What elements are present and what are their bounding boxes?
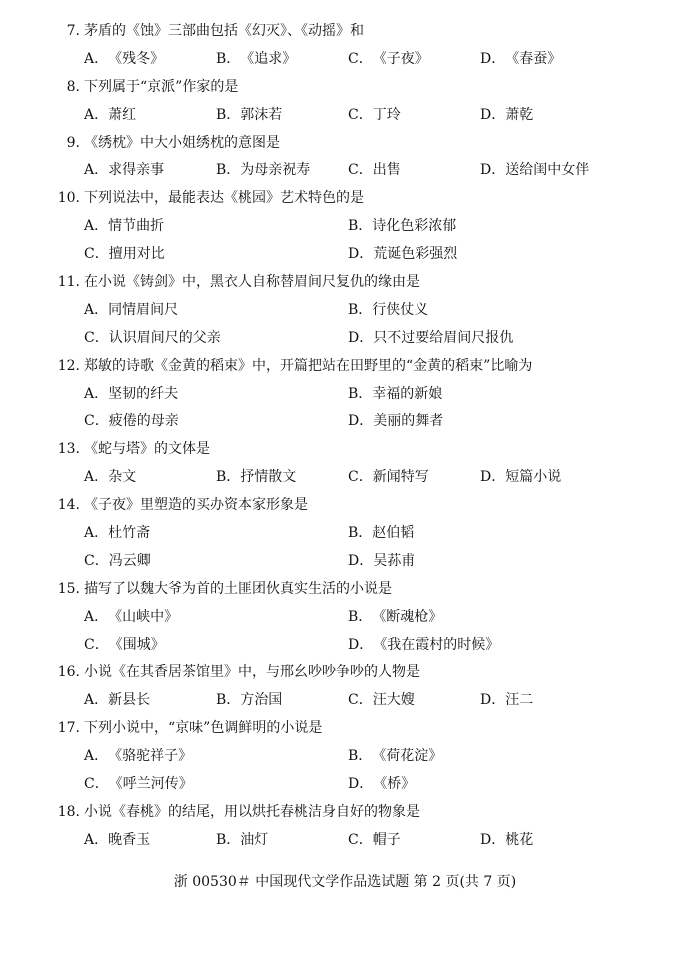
option-c (348, 827, 401, 855)
option-b (216, 687, 282, 715)
option-row (0, 687, 690, 715)
option-text: 油灯 (240, 831, 269, 848)
question-stem (0, 659, 690, 687)
option-letter: D． (480, 50, 506, 67)
option-d (348, 408, 443, 436)
option-b (348, 381, 442, 409)
option-text: 荒诞色彩强烈 (373, 246, 458, 263)
question-text: 小说《在其香居茶馆里》中，与邢幺吵吵争吵的人物是 (84, 664, 420, 681)
option-letter: D． (348, 246, 374, 263)
option-letter: B． (216, 162, 241, 179)
question-number: 9. (66, 134, 80, 151)
option-d (348, 548, 415, 576)
option-row (0, 102, 690, 130)
option-letter: D． (480, 162, 506, 179)
option-letter: D． (348, 552, 374, 569)
option-row (0, 771, 690, 799)
option-text: 《山峡中》 (108, 608, 179, 625)
question-stem (0, 185, 690, 213)
option-c (348, 46, 429, 74)
option-text: 《残冬》 (108, 50, 165, 67)
option-letter: C． (348, 692, 373, 709)
option-letter: B． (348, 301, 373, 318)
question-number: 16. (57, 664, 80, 681)
option-c (84, 408, 179, 436)
option-letter: A． (84, 608, 109, 625)
option-c (84, 325, 221, 353)
option-c (84, 771, 193, 799)
question-stem (0, 269, 690, 297)
option-text: 同情眉间尺 (108, 301, 179, 318)
option-text: 诗化色彩浓郁 (372, 218, 457, 235)
question-text: 茅盾的《蚀》三部曲包括《幻灭》、《动摇》和 (84, 23, 364, 39)
option-letter: B． (348, 608, 373, 625)
option-letter: B． (216, 831, 241, 848)
option-row (0, 46, 690, 74)
option-letter: A． (84, 469, 109, 486)
option-d (480, 464, 561, 492)
option-text: 桃花 (505, 831, 534, 848)
option-text: 疲倦的母亲 (108, 413, 179, 430)
option-row (0, 325, 690, 353)
option-row (0, 213, 690, 241)
page-footer: 浙 00530＃ 中国现代文学作品选试题 第 2 页(共 7 页) (173, 874, 517, 890)
option-d (480, 687, 533, 715)
option-d (348, 771, 415, 799)
question-number: 13. (57, 441, 80, 458)
option-text: 出售 (372, 162, 401, 179)
option-letter: D． (480, 692, 506, 709)
option-c (348, 102, 401, 130)
option-c (348, 157, 401, 185)
option-text: 丁玲 (372, 106, 401, 123)
option-b (216, 102, 282, 130)
option-text: 抒情散文 (240, 469, 297, 486)
option-row (0, 632, 690, 660)
question-text: 《子夜》里塑造的买办资本家形象是 (84, 497, 308, 514)
option-a (84, 297, 178, 325)
option-letter: A． (84, 831, 109, 848)
option-b (348, 743, 442, 771)
option-row (0, 381, 690, 409)
option-b (216, 827, 268, 855)
option-letter: C． (84, 329, 109, 346)
option-text: 汪大嫂 (372, 692, 415, 709)
option-row (0, 520, 690, 548)
option-a (84, 464, 136, 492)
question-text: 下列属于“京派”作家的是 (84, 78, 239, 95)
option-c (348, 464, 429, 492)
question-stem (0, 576, 690, 604)
question-stem (0, 436, 690, 464)
option-letter: C． (84, 776, 109, 793)
option-row (0, 408, 690, 436)
question-text: 在小说《铸剑》中，黑衣人自称替眉间尺复仇的缘由是 (84, 274, 420, 291)
option-b (216, 46, 296, 74)
option-text: 认识眉间尺的父亲 (108, 329, 221, 346)
option-text: 《断魂枪》 (372, 608, 443, 625)
option-a (84, 827, 150, 855)
option-letter: D． (480, 831, 506, 848)
option-d (480, 157, 589, 185)
option-letter: C． (84, 246, 109, 263)
option-letter: B． (216, 469, 241, 486)
question-text: 郑敏的诗歌《金黄的稻束》中，开篇把站在田野里的“金黄的稻束”比喻为 (84, 357, 533, 374)
option-a (84, 687, 150, 715)
option-letter: A． (84, 692, 109, 709)
option-letter: C． (84, 413, 109, 430)
question-number: 12. (57, 357, 80, 374)
option-text: 求得亲事 (108, 162, 165, 179)
option-text: 萧红 (108, 106, 137, 123)
option-d (480, 102, 533, 130)
option-text: 《呼兰河传》 (108, 776, 193, 793)
option-letter: C． (348, 469, 373, 486)
option-letter: D． (348, 636, 374, 653)
question-text: 描写了以魏大爷为首的土匪团伙真实生活的小说是 (84, 580, 392, 597)
option-b (348, 604, 442, 632)
option-letter: C． (348, 162, 373, 179)
option-a (84, 604, 178, 632)
option-text: 杂文 (108, 469, 137, 486)
option-letter: D． (348, 329, 374, 346)
option-letter: B． (216, 692, 241, 709)
option-letter: C． (348, 50, 373, 67)
option-letter: A． (84, 385, 109, 402)
option-letter: A． (84, 218, 109, 235)
option-text: 《子夜》 (372, 50, 429, 67)
option-text: 帽子 (372, 831, 401, 848)
option-text: 方治国 (240, 692, 283, 709)
option-b (216, 464, 296, 492)
question-stem (0, 74, 690, 102)
option-letter: B． (216, 50, 241, 67)
option-row (0, 157, 690, 185)
option-letter: D． (348, 776, 374, 793)
option-row (0, 464, 690, 492)
option-letter: D． (348, 413, 374, 430)
option-letter: A． (84, 301, 109, 318)
question-text: 小说《春桃》的结尾，用以烘托春桃洁身自好的物象是 (84, 803, 420, 820)
question-number: 8. (66, 78, 80, 95)
question-stem (0, 353, 690, 381)
option-text: 冯云卿 (108, 552, 151, 569)
option-b (348, 297, 428, 325)
question-number: 15. (57, 580, 80, 597)
option-text: 《追求》 (240, 50, 297, 67)
option-text: 《春蚕》 (505, 50, 562, 67)
option-text: 新闻特写 (372, 469, 429, 486)
option-text: 晚香玉 (108, 831, 151, 848)
option-text: 吴荪甫 (373, 552, 416, 569)
option-b (348, 520, 414, 548)
option-text: 坚韧的纤夫 (108, 385, 179, 402)
option-d (348, 241, 457, 269)
option-c (84, 548, 151, 576)
option-row (0, 827, 690, 855)
question-stem (0, 130, 690, 158)
option-text: 郭沫若 (240, 106, 283, 123)
option-d (348, 325, 513, 353)
option-a (84, 102, 136, 130)
option-row (0, 241, 690, 269)
question-text: 下列说法中，最能表达《桃园》艺术特色的是 (84, 190, 364, 207)
option-letter: A． (84, 106, 109, 123)
question-stem (0, 715, 690, 743)
question-text: 下列小说中，“京味”色调鲜明的小说是 (84, 720, 323, 737)
option-text: 行侠仗义 (372, 301, 429, 318)
option-text: 新县长 (108, 692, 151, 709)
option-letter: C． (84, 636, 109, 653)
option-text: 为母亲祝寿 (240, 162, 311, 179)
option-text: 擅用对比 (108, 246, 165, 263)
option-letter: A． (84, 162, 109, 179)
option-row (0, 297, 690, 325)
question-number: 11. (57, 274, 80, 291)
option-letter: D． (480, 469, 506, 486)
option-text: 汪二 (505, 692, 534, 709)
option-a (84, 520, 150, 548)
option-text: 杜竹斋 (108, 525, 151, 542)
option-letter: B． (216, 106, 241, 123)
option-text: 只不过要给眉间尺报仇 (373, 329, 514, 346)
question-text: 《绣枕》中大小姐绣枕的意图是 (84, 134, 280, 151)
question-stem (0, 492, 690, 520)
question-stem (0, 18, 690, 46)
option-row (0, 604, 690, 632)
option-letter: C． (348, 106, 373, 123)
option-row (0, 743, 690, 771)
option-letter: D． (480, 106, 506, 123)
option-text: 美丽的舞者 (373, 413, 444, 430)
option-letter: A． (84, 525, 109, 542)
option-text: 送给闺中女伴 (505, 162, 590, 179)
option-a (84, 157, 164, 185)
option-c (84, 632, 165, 660)
option-text: 《围城》 (108, 636, 165, 653)
option-letter: A． (84, 50, 109, 67)
option-a (84, 213, 164, 241)
option-a (84, 743, 192, 771)
option-letter: C． (84, 552, 109, 569)
option-letter: B． (348, 525, 373, 542)
question-number: 10. (57, 190, 80, 207)
option-d (480, 827, 533, 855)
option-row (0, 548, 690, 576)
option-text: 萧乾 (505, 106, 534, 123)
question-stem (0, 799, 690, 827)
option-text: 幸福的新娘 (372, 385, 443, 402)
question-list (0, 18, 690, 855)
option-text: 情节曲折 (108, 218, 165, 235)
option-b (348, 213, 456, 241)
option-letter: B． (348, 218, 373, 235)
option-a (84, 46, 164, 74)
question-number: 17. (57, 720, 80, 737)
option-letter: B． (348, 748, 373, 765)
option-text: 短篇小说 (505, 469, 562, 486)
option-text: 《我在霞村的时候》 (373, 636, 500, 653)
question-number: 14. (57, 497, 80, 514)
option-c (84, 241, 165, 269)
option-a (84, 381, 178, 409)
option-text: 《荷花淀》 (372, 748, 443, 765)
question-text: 《蛇与塔》的文体是 (84, 441, 210, 458)
option-c (348, 687, 415, 715)
question-number: 7. (66, 23, 80, 39)
option-text: 《桥》 (373, 776, 416, 793)
question-number: 18. (57, 803, 80, 820)
option-letter: B． (348, 385, 373, 402)
option-letter: A． (84, 748, 109, 765)
option-text: 《骆驼祥子》 (108, 748, 193, 765)
option-d (480, 46, 561, 74)
option-text: 赵伯韬 (372, 525, 415, 542)
option-letter: C． (348, 831, 373, 848)
option-b (216, 157, 310, 185)
option-d (348, 632, 499, 660)
